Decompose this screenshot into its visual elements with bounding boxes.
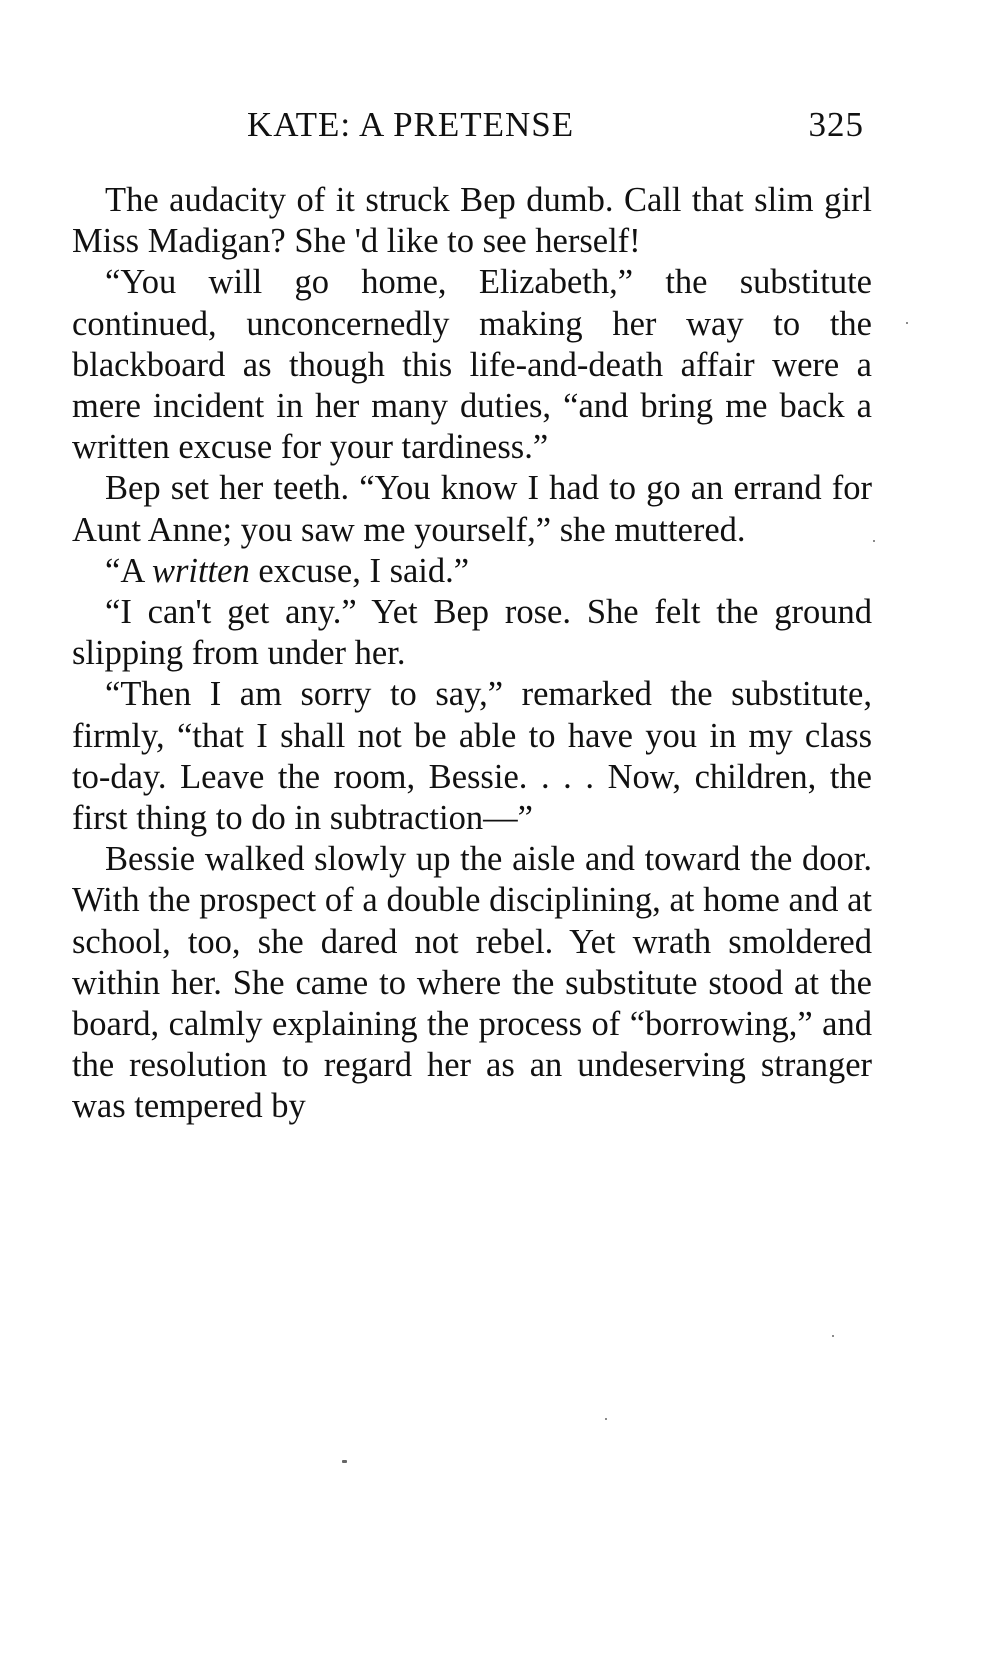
print-speck (873, 540, 875, 542)
body-text (72, 180, 872, 1128)
page-header (72, 105, 872, 153)
paragraph-7: Bessie walked slowly up the aisle and toward the door. With the prospect of a double disciplining, at home and at school, too, she dared not rebel. Yet wrath smoldered within her. She came to where the substitute stood at the board, calmly explaining the process of “borrowing,” and the resolution to regard her as an undeserving stranger was tempered by (72, 840, 872, 1126)
paragraph-4 (72, 551, 872, 592)
emphasis-written: written (151, 551, 250, 590)
page-number: 325 (808, 105, 864, 144)
paragraph-4-after: excuse, I said.” (249, 551, 470, 590)
paragraph-3: Bep set her teeth. “You know I had to go an errand for Aunt Anne; you saw me yourself,” she muttered. (72, 469, 872, 549)
print-speck (832, 1335, 834, 1337)
running-title: KATE: A PRETENSE (247, 105, 575, 144)
print-speck (342, 1460, 347, 1463)
paragraph-1: The audacity of it struck Bep dumb. Call that slim girl Miss Madigan? She 'd like to see herself! (72, 181, 872, 261)
print-speck (906, 322, 908, 324)
paragraph-5: “I can't get any.” Yet Bep rose. She felt the ground slipping from under her. (72, 593, 872, 673)
print-speck (605, 1418, 607, 1420)
paragraph-4-before: “A (105, 551, 152, 590)
paragraph-6: “Then I am sorry to say,” remarked the substitute, firmly, “that I shall not be able to have you in my class to-day. Leave the room, Bessie. . . . Now, children, the first thing to do in subtraction—” (72, 675, 872, 838)
paragraph-2: “You will go home, Elizabeth,” the substitute continued, unconcernedly making her way to the blackboard as though this life-and-death affair were a mere incident in her many duties, “and bring me back a written excuse for your tardiness.” (72, 263, 872, 467)
